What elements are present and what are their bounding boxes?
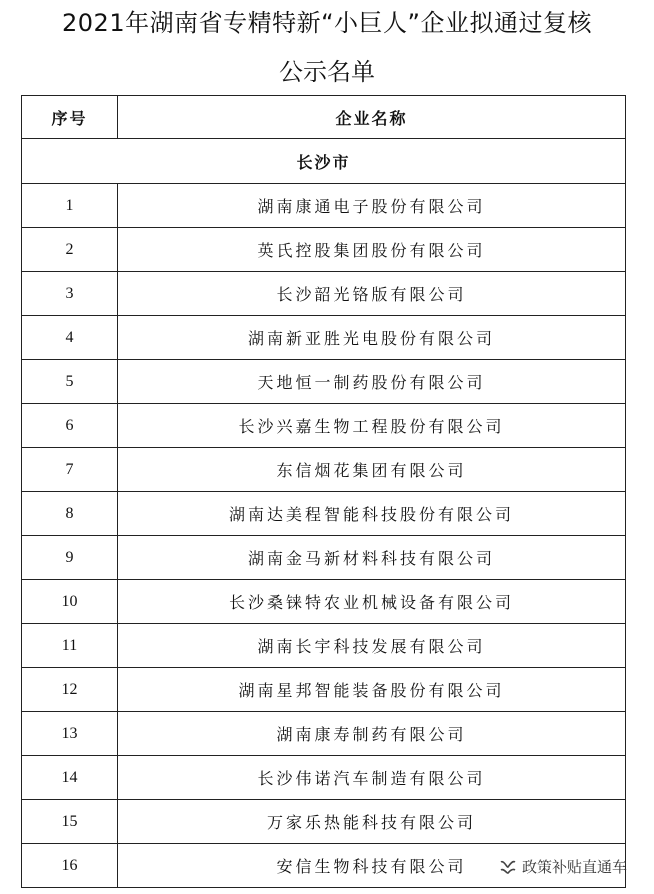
row-index: 14 bbox=[22, 756, 118, 800]
row-company-name: 湖南金马新材料科技有限公司 bbox=[118, 536, 626, 580]
row-company-name: 湖南长宇科技发展有限公司 bbox=[118, 624, 626, 668]
table-row bbox=[22, 668, 626, 712]
row-index: 7 bbox=[22, 448, 118, 492]
table-row bbox=[22, 360, 626, 404]
row-company-name: 湖南达美程智能科技股份有限公司 bbox=[118, 492, 626, 536]
table-row bbox=[22, 580, 626, 624]
row-company-name: 湖南康寿制药有限公司 bbox=[118, 712, 626, 756]
row-company-name: 长沙桑铼特农业机械设备有限公司 bbox=[118, 580, 626, 624]
row-company-name: 英氏控股集团股份有限公司 bbox=[118, 228, 626, 272]
row-company-name: 安信生物科技有限公司 bbox=[118, 844, 626, 888]
row-index: 12 bbox=[22, 668, 118, 712]
row-index: 2 bbox=[22, 228, 118, 272]
table-header-row bbox=[22, 96, 626, 139]
table-row bbox=[22, 712, 626, 756]
row-company-name: 天地恒一制药股份有限公司 bbox=[118, 360, 626, 404]
table-row bbox=[22, 800, 626, 844]
row-company-name: 湖南康通电子股份有限公司 bbox=[118, 184, 626, 228]
row-company-name: 长沙韶光铬版有限公司 bbox=[118, 272, 626, 316]
row-index: 6 bbox=[22, 404, 118, 448]
row-company-name: 长沙兴嘉生物工程股份有限公司 bbox=[118, 404, 626, 448]
row-index: 1 bbox=[22, 184, 118, 228]
document-subtitle: 公示名单 bbox=[279, 58, 375, 86]
row-index: 4 bbox=[22, 316, 118, 360]
document-title: 2021年湖南省专精特新“小巨人”企业拟通过复核 bbox=[62, 9, 592, 37]
table-row bbox=[22, 404, 626, 448]
table-row bbox=[22, 228, 626, 272]
table-row bbox=[22, 316, 626, 360]
row-index: 11 bbox=[22, 624, 118, 668]
table-row bbox=[22, 624, 626, 668]
row-index: 9 bbox=[22, 536, 118, 580]
watermark bbox=[498, 856, 627, 877]
row-index: 16 bbox=[22, 844, 118, 888]
city-label: 长沙市 bbox=[22, 139, 626, 184]
city-group-row bbox=[22, 139, 626, 184]
table-row bbox=[22, 756, 626, 800]
table-row bbox=[22, 492, 626, 536]
table-row bbox=[22, 184, 626, 228]
row-index: 8 bbox=[22, 492, 118, 536]
row-index: 3 bbox=[22, 272, 118, 316]
row-company-name: 万家乐热能科技有限公司 bbox=[118, 800, 626, 844]
row-index: 5 bbox=[22, 360, 118, 404]
table-row bbox=[22, 272, 626, 316]
table-row bbox=[22, 536, 626, 580]
row-index: 13 bbox=[22, 712, 118, 756]
row-index: 10 bbox=[22, 580, 118, 624]
header-index: 序号 bbox=[22, 96, 118, 139]
table-row bbox=[22, 448, 626, 492]
wechat-channel-icon bbox=[498, 858, 518, 876]
row-company-name: 湖南星邦智能装备股份有限公司 bbox=[118, 668, 626, 712]
row-company-name: 湖南新亚胜光电股份有限公司 bbox=[118, 316, 626, 360]
header-company-name: 企业名称 bbox=[118, 96, 626, 139]
watermark-text: 政策补贴直通车 bbox=[522, 858, 628, 876]
company-list-table bbox=[21, 95, 626, 888]
row-index: 15 bbox=[22, 800, 118, 844]
row-company-name: 东信烟花集团有限公司 bbox=[118, 448, 626, 492]
row-company-name: 长沙伟诺汽车制造有限公司 bbox=[118, 756, 626, 800]
